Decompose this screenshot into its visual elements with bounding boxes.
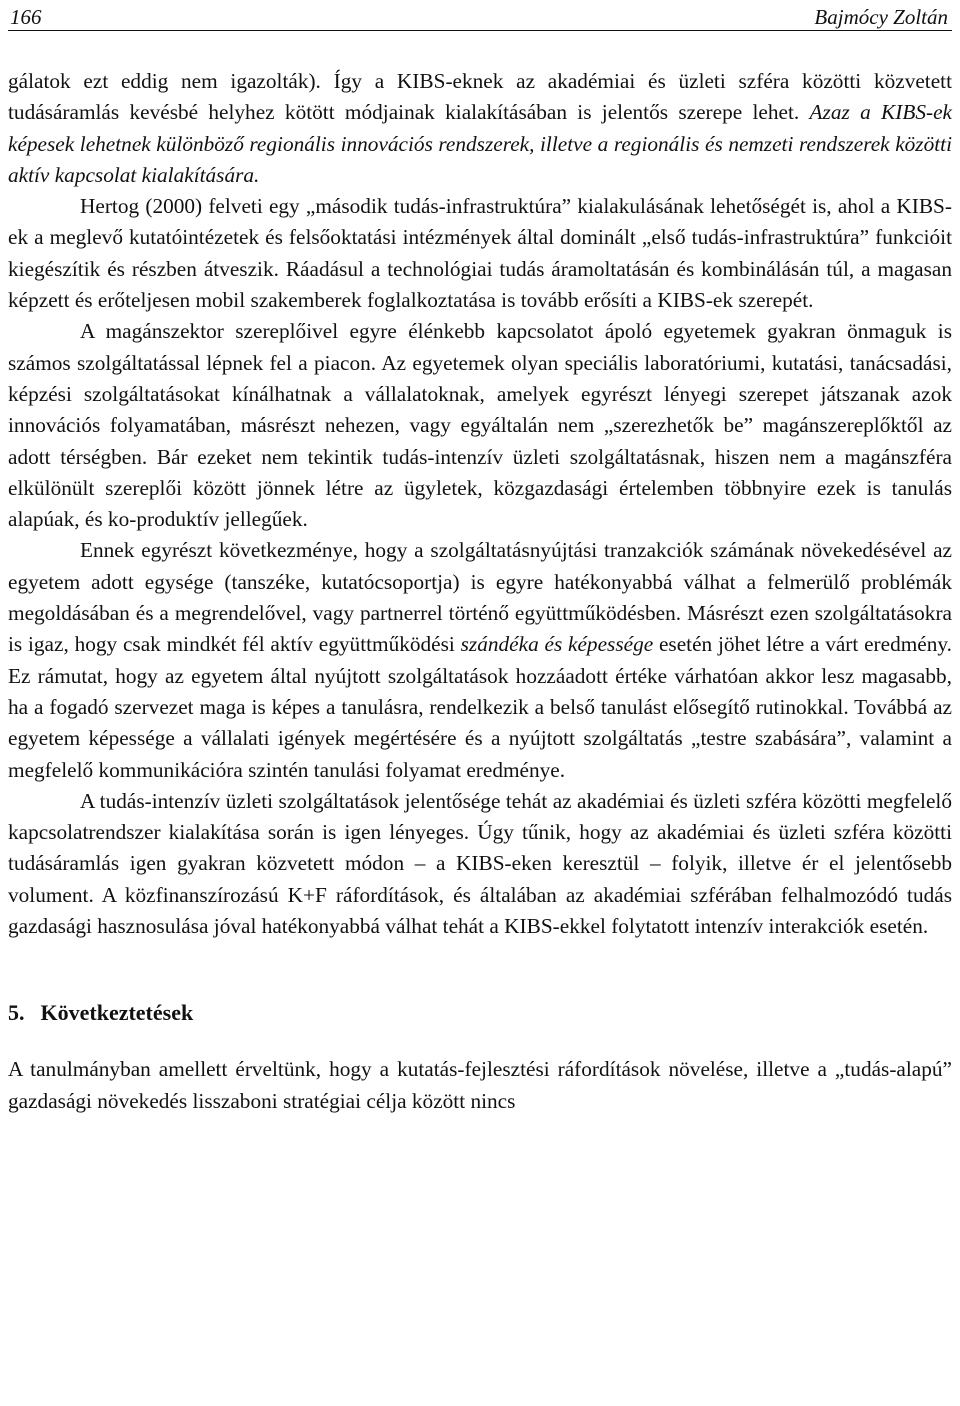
paragraph-1-emphasis: Azaz a KIBS-ek képesek lehetnek különböző regionális innovációs rendszerek, illetve a regionális és nemzeti rendszerek közötti aktív kapcsolat kialakítására. bbox=[8, 100, 952, 187]
paragraph-4-emphasis: szándéka és képessége bbox=[460, 632, 654, 657]
section-body bbox=[8, 1054, 952, 1117]
header-author: Bajmócy Zoltán bbox=[814, 5, 948, 29]
page-number: 166 bbox=[10, 5, 42, 29]
paragraph-3: A magánszektor szereplőivel egyre élénkebb kapcsolatot ápoló egyetemek gyakran önmaguk is számos szolgáltatással lépnek fel a piacon. Az egyetemek olyan speciális laboratóriumi, kutatási, tanácsadási, képzési szolgáltatásokat kínálhatnak a vállalatoknak, amelyek egyrészt lényegi szerepet játszanak azok innovációs folyamatában, másrészt nehezen, vagy egyáltalán nem „szerezhetők be” magánszereplőktől az adott térségben. Bár ezeket nem tekintik tudás-intenzív üzleti szolgáltatásnak, hiszen nem a magánszféra elkülönült szereplői között jönnek létre az ügyletek, közgazdasági értelemben többnyire ezek is tanulás alapúak, és ko-produktív jellegűek. bbox=[8, 319, 952, 532]
section-paragraph-1: A tanulmányban amellett érveltünk, hogy a kutatás-fejlesztési ráfordítások növelése, illetve a „tudás-alapú” gazdasági növekedés lisszaboni stratégiai célja között nincs bbox=[8, 1057, 952, 1113]
running-header bbox=[8, 0, 952, 31]
paragraph-5: A tudás-intenzív üzleti szolgáltatások jelentősége tehát az akadémiai és üzleti szféra közötti megfelelő kapcsolatrendszer kialakítása során is igen lényeges. Úgy tűnik, hogy az akadémiai és üzleti szféra közötti tudásáramlás igen gyakran közvetett módon – a KIBS-eken keresztül – folyik, illetve ér el jelentősebb volument. A közfinanszírozású K+F ráfordítások, és általában az akadémiai szférában felhalmozódó tudás gazdasági hasznosulása jóval hatékonyabbá válhat tehát a KIBS-ekkel folytatott intenzív interakciók esetén. bbox=[8, 788, 952, 939]
paragraph-1-part-1: gálatok ezt eddig nem igazolták). Így a KIBS-eknek az akadémiai és üzleti szféra közötti közvetett tudásáramlás kevésbé helyhez kötött módjainak kialakításában is jelentős szerepe lehet. bbox=[8, 69, 952, 125]
body-text bbox=[8, 66, 952, 942]
paragraph-4-part-3: esetén jöhet létre a várt eredmény. Ez rámutat, hogy az egyetem által nyújtott szolgáltatások hozzáadott értéke várhatóan akkor lesz magasabb, ha a fogadó szervezet maga is képes a tanulásra, rendelkezik a belső tanulást elősegítő rutinokkal. Továbbá az egyetem képessége a vállalati igények megértésére és a nyújtott szolgáltatás „testre szabására”, valamint a megfelelő kommunikációra szintén tanulási folyamat eredménye. bbox=[8, 632, 952, 782]
section-heading bbox=[8, 998, 952, 1028]
paragraph-4 bbox=[8, 535, 952, 785]
paragraph-2: Hertog (2000) felveti egy „második tudás-infrastruktúra” kialakulásának lehetőségét is, ahol a KIBS-ek a meglevő kutatóintézetek és felsőoktatási intézmények által dominált „első tudás-infrastruktúra” funkcióit kiegészítik és részben átveszik. Ráadásul a technológiai tudás áramoltatásán és kombinálásán túl, a magasan képzett és erőteljesen mobil szakemberek foglalkoztatása is tovább erősíti a KIBS-ek szerepét. bbox=[8, 194, 952, 313]
section-number: 5. bbox=[8, 1000, 25, 1026]
section-title: Következtetések bbox=[40, 1000, 194, 1026]
paragraph-4-part-1: Ennek egyrészt következménye, hogy a szolgáltatásnyújtási tranzakciók számának növekedésével az egyetem adott egysége (tanszéke, kutatócsoportja) is egyre hatékonyabbá válhat a felmerülő problémák megoldásában és a megrendelővel, vagy partnerrel történő együttműködésben. Másrészt ezen szolgáltatásokra is igaz, hogy csak mindkét fél aktív együttműködési bbox=[8, 538, 952, 657]
paragraph-1 bbox=[8, 66, 952, 191]
